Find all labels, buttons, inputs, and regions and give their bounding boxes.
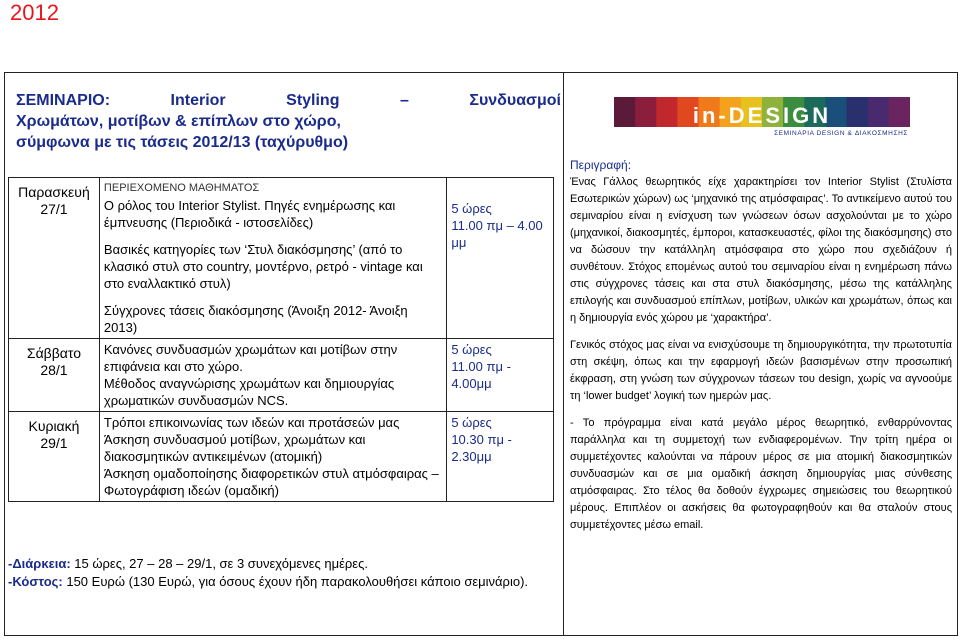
cost-label: -Κόστος:	[8, 574, 63, 589]
year-heading: 2012	[10, 0, 59, 25]
content-text: Μέθοδος αναγνώρισης χρωμάτων και δημιουργίας χρωματικών συνδυασμών NCS.	[103, 376, 395, 408]
day-cell: Παρασκευή 27/1	[9, 178, 100, 339]
title-line-3: σύμφωνα με τις τάσεις 2012/13 (ταχύρυθμο)	[16, 134, 349, 151]
seminar-title	[16, 90, 561, 153]
title-word: Συνδυασμοί	[469, 92, 561, 109]
title-word: Styling	[286, 92, 340, 109]
time-cell	[447, 412, 554, 502]
title-word: –	[399, 92, 409, 109]
content-text: Κανόνες συνδυασμών χρωμάτων και μοτίβων στην επιφάνεια και στο χώρο.	[103, 342, 398, 374]
day-cell: Κυριακή 29/1	[9, 412, 100, 502]
title-word: ΣΕΜΙΝΑΡΙΟ:	[16, 92, 111, 109]
logo-stripe	[635, 97, 657, 127]
cost-text: 150 Ευρώ (130 Ευρώ, για όσους έχουν ήδη παρακολουθήσει κάποιο σεμινάριο).	[62, 574, 529, 589]
content-heading: ΠΕΡΙΕΧΟΜΕΝΟ ΜΑΘΗΜΑΤΟΣ	[103, 182, 260, 194]
description-panel	[570, 157, 952, 544]
schedule-row	[9, 178, 554, 339]
content-cell	[99, 412, 446, 502]
cost-line	[8, 573, 558, 591]
time-range: 11.00 πμ - 4.00μμ	[451, 359, 511, 391]
content-text: Τρόποι επικοινωνίας των ιδεών και προτάσεών μας	[103, 415, 400, 430]
seminar-footer	[8, 555, 558, 591]
content-text: Ο ρόλος του Interior Stylist. Πηγές ενημέρωσης και έμπνευσης (Περιοδικά - ιστοσελίδες)	[103, 198, 396, 230]
content-cell	[99, 178, 446, 339]
time-cell	[447, 339, 554, 412]
logo-stripe	[847, 97, 869, 127]
hours: 5 ώρες	[451, 201, 492, 216]
description-paragraph: - Το πρόγραμμα είναι κατά μεγάλο μέρος θεωρητικό, ενθαρρύνοντας παράλληλα και τη συμμετοχή των ενδιαφερομένων. Την τρίτη ημέρα οι συμμετέχοντες καλούνται να πάρουν μέρος σε μια ατομική διακοσμητικών συνδυασμών και σε μια ομαδική άσκηση δημιουργίας μιας σύνθεσης ατμόσφαιρας. Στο τέλος θα δοθούν έγχρωμες σημειώσεις του θεωρητικού μέρους. Επιπλέον οι ασκήσεις θα φωτογραφηθούν και θα σταλούν στους συμμετέχοντες μέσω email.	[570, 417, 952, 531]
duration-text: 15 ώρες, 27 – 28 – 29/1, σε 3 συνεχόμενες ημέρες.	[70, 556, 368, 571]
content-text: Βασικές κατηγορίες των ‘Στυλ διακόσμησης’ (από το κλασικό στυλ στο country, μοντέρνο, ρετρό - vintage και στο εναλλακτικό στυλ)	[103, 242, 423, 291]
schedule-table	[8, 177, 554, 502]
day-cell: Σάββατο 28/1	[9, 339, 100, 412]
logo-subtitle: ΣΕΜΙΝΑΡΙΑ DESIGN & ΔΙΑΚΟΣΜΗΣΗΣ	[774, 130, 908, 137]
content-text: Άσκηση ομαδοποίησης διαφορετικών στυλ ατμόσφαιρας – Φωτογράφιση ιδεών (ομαδική)	[103, 466, 439, 498]
description-paragraph: Ένας Γάλλος θεωρητικός είχε χαρακτηρίσει τον Interior Stylist (Στυλίστα Εσωτερικών χώρων) ως ‘μηχανικό της ατμόσφαιρας’. Το αντικείμενο αυτού του σεμιναρίου είναι η ενίσχυση των γνώσεων όσων ασχολούνται με το χώρο (μηχανικοί, διακοσμητές, έμποροι, κατασκευαστές, φίλοι της διακόσμησης) στο να δώσουν την κατάλληλη ατμόσφαιρα στο χώρο που σχεδιάζουν ή συνθέτουν. Στόχος επομένως αυτού του σεμιναρίου είναι η ενημέρωση πάνω στις σύγχρονες τάσεις και στα στυλ διακόσμησης, μέσω της κατάλληλης επιλογής και συνδυασμού επίπλων, μοτίβων, υλικών και χρωμάτων, όπως και η δημιουργία ενός χώρου με ‘χαρακτήρα’.	[570, 176, 952, 324]
column-divider	[563, 72, 564, 636]
logo-stripe	[868, 97, 890, 127]
duration-line	[8, 555, 558, 573]
in-design-logo	[614, 97, 910, 137]
title-line-2: Χρωμάτων, μοτίβων & επίπλων στο χώρο,	[16, 113, 341, 130]
schedule-row	[9, 339, 554, 412]
logo-stripe	[656, 97, 678, 127]
content-cell	[99, 339, 446, 412]
hours: 5 ώρες	[451, 342, 492, 357]
content-text: Άσκηση συνδυασμού μοτίβων, χρωμάτων και διακοσμητικών αντικειμένων (ατομική)	[103, 432, 366, 464]
description-paragraph: Γενικός στόχος μας είναι να ενισχύσουμε τη δημιουργικότητα, την πρωτοτυπία στη σκέψη, όπως και την εφαρμογή ιδεών βασισμένων στην προσωπική έκφραση, στη γνώση των σύγχρονων τάσεων του design, χωρίς να αγνοούμε τη ‘lower budget’ λογική των ημερών μας.	[570, 339, 952, 402]
logo-stripe	[614, 97, 636, 127]
title-word: Interior	[170, 92, 226, 109]
time-range: 10.30 πμ - 2.30μμ	[451, 432, 512, 464]
content-text: Σύγχρονες τάσεις διακόσμησης (Άνοιξη 2012- Άνοιξη 2013)	[103, 303, 408, 335]
time-cell	[447, 178, 554, 339]
logo-stripe	[889, 97, 910, 127]
schedule-row	[9, 412, 554, 502]
description-label: Περιγραφή:	[570, 158, 632, 172]
duration-label: -Διάρκεια:	[8, 556, 71, 571]
time-range: 11.00 πμ – 4.00 μμ	[451, 218, 543, 250]
logo-wordmark: in-DESIGN	[692, 103, 832, 128]
hours: 5 ώρες	[451, 415, 492, 430]
